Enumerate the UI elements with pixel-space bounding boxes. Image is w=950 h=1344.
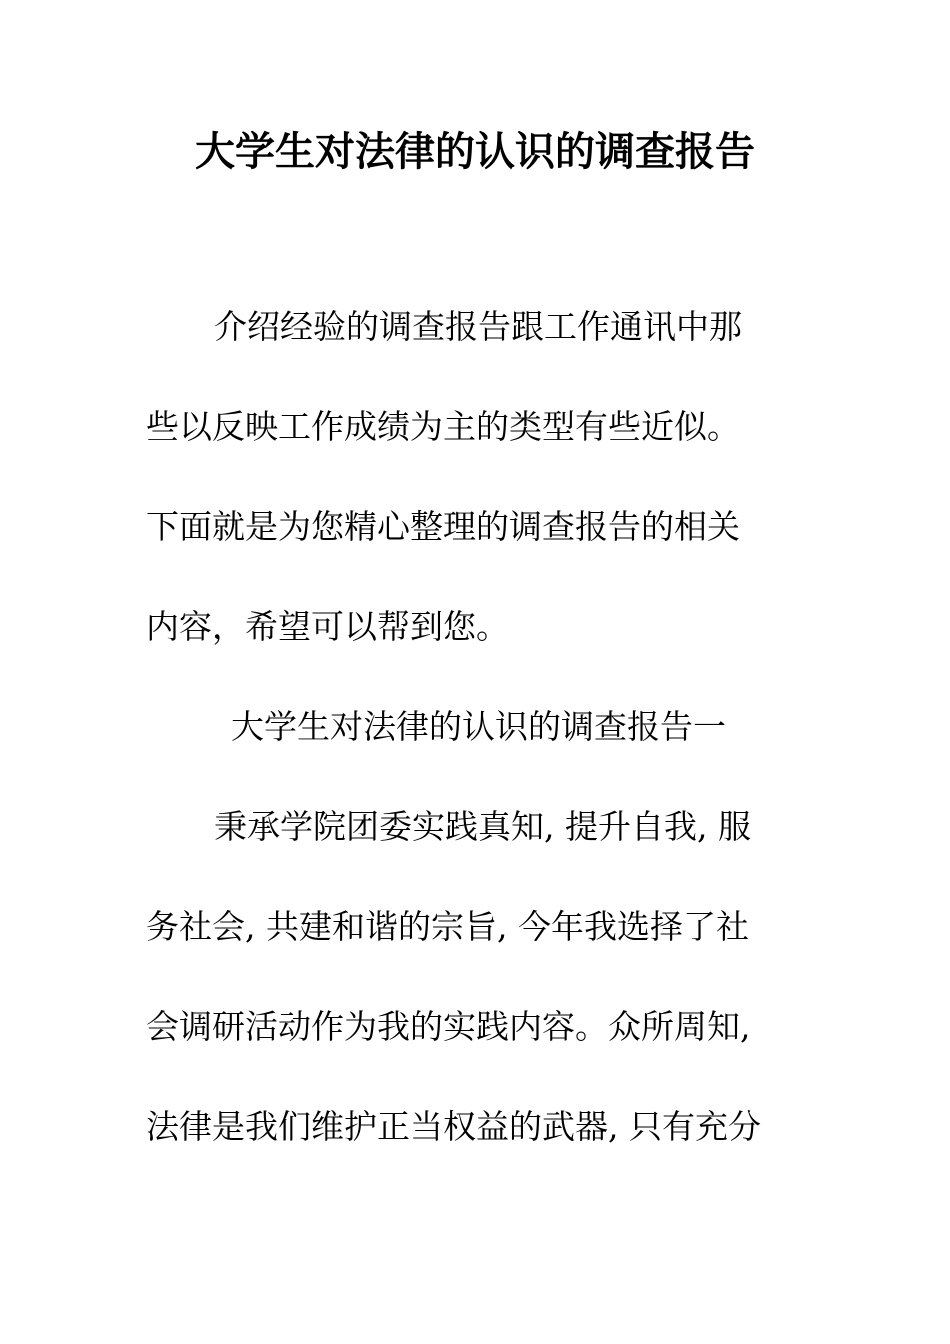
body-line-3: 下面就是为您精心整理的调查报告的相关 <box>146 507 740 546</box>
body-line-2: 些以反映工作成绩为主的类型有些近似。 <box>146 407 740 446</box>
body-line-7: 务社会, 共建和谐的宗旨, 今年我选择了社 <box>146 907 749 946</box>
body-line-1: 介绍经验的调查报告跟工作通讯中那 <box>214 307 742 346</box>
document-title: 大学生对法律的认识的调查报告 <box>195 128 755 175</box>
body-line-6: 秉承学院团委实践真知, 提升自我, 服 <box>214 807 751 846</box>
body-line-8: 会调研活动作为我的实践内容。众所周知, <box>146 1007 751 1046</box>
body-line-4: 内容，希望可以帮到您。 <box>146 607 509 646</box>
body-line-9: 法律是我们维护正当权益的武器, 只有充分 <box>146 1107 761 1146</box>
section-heading: 大学生对法律的认识的调查报告一 <box>231 707 726 746</box>
